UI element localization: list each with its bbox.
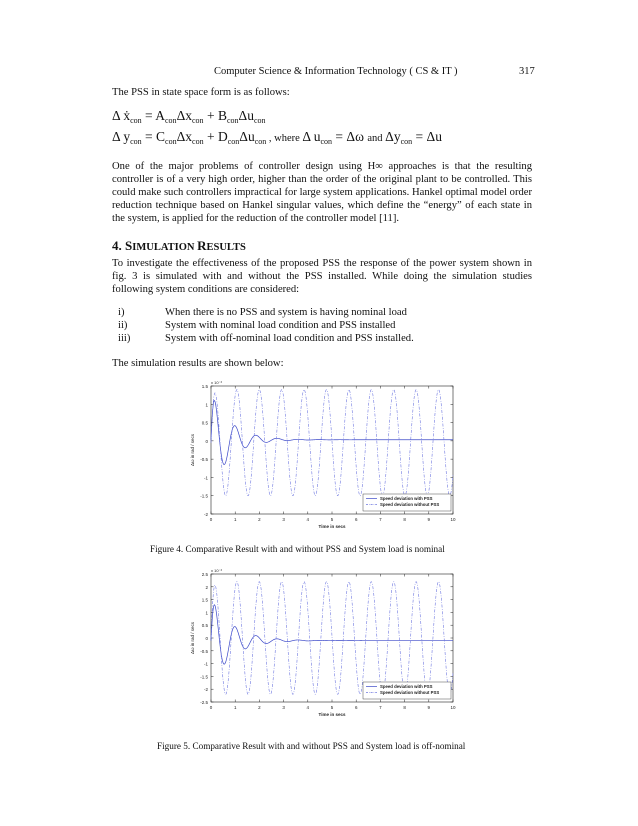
condition-number: ii) (118, 320, 128, 331)
section-letter-1: S (125, 238, 133, 253)
x-tick-label: 2 (258, 517, 261, 522)
eq1-delta: Δ (112, 108, 120, 123)
page-number: 317 (519, 66, 535, 77)
y-tick-label: 1 (205, 610, 208, 616)
y-tick-label: 0 (205, 438, 208, 444)
x-tick-label: 10 (450, 517, 456, 522)
x-axis-label: Time in secs (318, 712, 346, 717)
section-heading (112, 238, 246, 254)
eq2-y2: Δy (385, 129, 401, 144)
eq1-a-sub: con (165, 116, 177, 125)
equation-1 (112, 108, 266, 125)
y-tick-label: 1 (205, 402, 208, 408)
y-axis-label: Δω in rad / secs (190, 433, 195, 467)
x-tick-label: 4 (306, 517, 310, 522)
y-tick-label: 2.5 (201, 572, 208, 577)
condition-item (118, 307, 538, 318)
y-tick-label: 0.5 (201, 623, 208, 629)
eq2-du-sub: con (254, 137, 267, 146)
eq1-du: Δu (238, 108, 254, 123)
eq1-dx: Δx (176, 108, 192, 123)
y-tick-label: 0 (205, 636, 208, 641)
eq1-dx-sub: con (192, 116, 204, 125)
eq1-b: B (217, 108, 227, 123)
eq2-u: Δ u (302, 129, 321, 144)
eq2-equals-u: = Δu (412, 129, 442, 144)
paragraph-simulation: To investigate the effectiveness of the proposed PSS the response of the power system shown in fig. 3 is simulated with and without the PSS installed. While doing the simulation studies following system conditions are considered: (112, 258, 532, 295)
section-rest-2: ESULTS (206, 242, 246, 253)
eq1-plus: + (203, 108, 218, 123)
y-tick-label: 0.5 (201, 420, 208, 426)
x-tick-label: 3 (282, 705, 285, 710)
intro-text: The PSS in state space form is as follows: (112, 87, 290, 98)
condition-number: iii) (118, 333, 131, 344)
eq2-delta: Δ (112, 129, 120, 144)
eq2-lhs-sub: con (130, 137, 142, 146)
y-exponent-label: x 10⁻³ (211, 380, 223, 385)
paragraph-hankel: One of the major problems of controller design using H∞ approaches is that the resulting controller is of a very high order, higher than the order of the original plant to be controlled. This could make such controllers impractical for large system applications. Hankel optimal model order reduction technique based on Hankel singular values, which define the “energy” of each state in the system, is applied for the reduction of the controller model [11]. (112, 161, 532, 224)
eq1-lhs-sub: con (130, 116, 142, 125)
eq1-lhs: ẋ (123, 108, 131, 123)
eq2-c: C (156, 129, 166, 144)
x-tick-label: 3 (282, 517, 285, 522)
eq2-du: Δu (239, 129, 255, 144)
y-axis-label: Δω in rad / secs (190, 621, 195, 655)
eq2-u-sub: con (320, 137, 333, 146)
x-tick-label: 5 (330, 517, 334, 522)
y-tick-label: -1 (203, 661, 208, 667)
x-tick-label: 5 (330, 705, 334, 710)
figure-5-caption: Figure 5. Comparative Result with and without PSS and System load is off-nominal (157, 741, 466, 751)
y-tick-label: -0.5 (200, 457, 208, 463)
eq2-equals: = (141, 129, 156, 144)
running-title: Computer Science & Information Technology ( CS & IT ) (214, 66, 458, 77)
eq2-c-sub: con (165, 137, 177, 146)
eq2-d: D (217, 129, 228, 144)
y-tick-label: 1.5 (201, 597, 208, 603)
eq1-a: A (155, 108, 165, 123)
eq2-dx: Δx (176, 129, 193, 144)
y-tick-label: -1 (203, 475, 208, 481)
condition-text: System with off-nominal load condition and PSS installed. (165, 333, 414, 344)
eq2-plus: + (203, 129, 218, 144)
x-tick-label: 7 (379, 517, 382, 522)
eq2-equals-omega: = Δω (332, 129, 368, 144)
y-tick-label: 2 (205, 584, 208, 590)
section-rest-1: IMULATION (132, 242, 198, 253)
condition-number: i) (118, 307, 125, 318)
condition-text: System with nominal load condition and PSS installed (165, 320, 396, 331)
x-tick-label: 9 (427, 705, 431, 710)
x-tick-label: 1 (233, 517, 237, 522)
eq2-where: , where (266, 133, 303, 144)
x-tick-label: 0 (209, 705, 213, 710)
x-tick-label: 9 (427, 517, 431, 522)
x-tick-label: 6 (354, 517, 358, 522)
x-tick-label: 10 (450, 705, 456, 710)
y-tick-label: -2.5 (200, 700, 208, 705)
eq2-y2-sub: con (400, 137, 413, 146)
y-tick-label: -1.5 (200, 493, 208, 499)
condition-item (118, 333, 538, 344)
x-tick-label: 8 (403, 517, 406, 522)
y-tick-label: 1.5 (201, 384, 208, 389)
eq1-du-sub: con (253, 116, 266, 125)
eq2-lhs: y (123, 129, 131, 144)
legend-label: Speed deviation with PSS (380, 684, 433, 689)
x-tick-label: 1 (233, 705, 237, 710)
legend-label: Speed deviation without PSS (380, 502, 440, 507)
equation-2 (112, 129, 442, 146)
eq2-and: and (367, 133, 386, 144)
condition-text: When there is no PSS and system is having nominal load (165, 307, 407, 318)
x-tick-label: 0 (209, 517, 213, 522)
x-tick-label: 7 (379, 705, 382, 710)
section-letter-2: R (197, 238, 207, 253)
x-tick-label: 6 (354, 705, 358, 710)
condition-item (118, 320, 538, 331)
x-axis-label: Time in secs (318, 524, 346, 529)
figure-4-caption: Figure 4. Comparative Result with and without PSS and System load is nominal (150, 544, 445, 554)
section-number: 4. (112, 238, 125, 253)
y-tick-label: -2 (203, 512, 208, 517)
figure-4-chart (185, 376, 475, 536)
x-tick-label: 8 (403, 705, 406, 710)
figure-5-chart (185, 564, 475, 724)
legend-label: Speed deviation with PSS (380, 496, 433, 501)
legend-label: Speed deviation without PSS (380, 690, 440, 695)
x-tick-label: 2 (258, 705, 261, 710)
y-tick-label: -2 (203, 687, 208, 693)
y-tick-label: -1.5 (200, 674, 208, 680)
y-tick-label: -0.5 (200, 648, 208, 654)
x-tick-label: 4 (306, 705, 310, 710)
eq2-d-sub: con (227, 137, 240, 146)
y-exponent-label: x 10⁻³ (211, 568, 223, 573)
results-intro: The simulation results are shown below: (112, 358, 284, 369)
eq2-dx-sub: con (192, 137, 204, 146)
eq1-b-sub: con (226, 116, 239, 125)
eq1-equals: = (141, 108, 156, 123)
